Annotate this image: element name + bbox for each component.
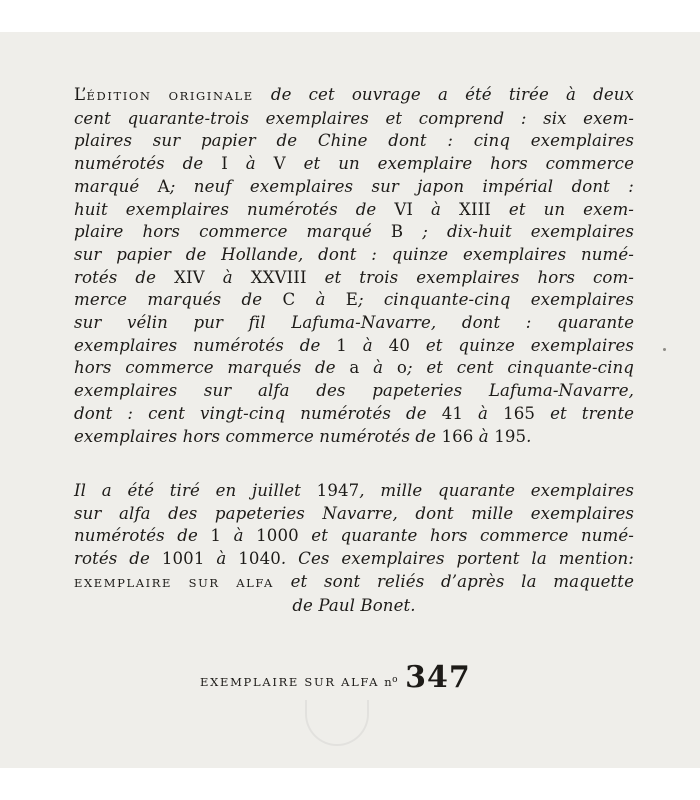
text-line: plaire hors commerce marqué B ; dix-huit exemplaires [74, 222, 634, 242]
book-page [0, 32, 700, 768]
text-line: plaires sur papier de Chine dont : cinq exemplaires [74, 131, 634, 151]
paper-speck [663, 348, 666, 351]
text-line: sur papier de Hollande, dont : quinze exemplaires numé- [74, 244, 634, 264]
text-line: EXEMPLAIRE SUR ALFA et sont reliés d’après la maquette [74, 571, 634, 591]
text-line: cent quarante-trois exemplaires et comprend : six exem- [74, 108, 634, 128]
text-line: exemplaires hors commerce numérotés de 166 à 195. [74, 426, 532, 446]
text-line: sur vélin pur fil Lafuma-Navarre, dont : quarante [74, 313, 634, 333]
text-line: huit exemplaires numérotés de VI à XIII et un exem- [74, 199, 634, 219]
text-line: marqué A; neuf exemplaires sur japon impérial dont : [74, 176, 634, 196]
text-line: numérotés de I à V et un exemplaire hors commerce [74, 154, 634, 174]
copy-number: 347 [405, 660, 471, 695]
text-line: Il a été tiré en juillet 1947, mille quarante exemplaires [74, 481, 634, 500]
colophon-paragraph-edition [74, 84, 634, 448]
text-line: numérotés de 1 à 1000 et quarante hors commerce numé- [74, 526, 634, 546]
text-line: rotés de 1001 à 1040. Ces exemplaires portent la mention: [74, 549, 635, 569]
colophon-paragraph-reprint [74, 480, 634, 617]
text-line: exemplaires sur alfa des papeteries Lafuma-Navarre, [74, 381, 634, 401]
text-line: L’ÉDITION ORIGINALE de cet ouvrage a été tirée à deux [74, 85, 634, 104]
text-line: sur alfa des papeteries Navarre, dont mille exemplaires [74, 503, 634, 523]
text-line: dont : cent vingt-cinq numérotés de 41 à 165 et trente [74, 403, 635, 423]
text-line: hors commerce marqués de a à o; et cent cinquante-cinq [74, 358, 634, 378]
text-line: de Paul Bonet. [292, 595, 416, 615]
text-line: exemplaires numérotés de 1 à 40 et quinze exemplaires [74, 335, 634, 355]
number-abbreviation: $n^o$ [384, 675, 399, 689]
copy-number-stamp [200, 660, 560, 700]
text-line: merce marqués de C à E; cinquante-cinq exemplaires [74, 290, 634, 310]
text-line: rotés de XIV à XXVIII et trois exemplaires hors com- [74, 267, 634, 287]
embossed-mark [305, 700, 369, 746]
copy-label: EXEMPLAIRE SUR ALFA [200, 675, 380, 689]
